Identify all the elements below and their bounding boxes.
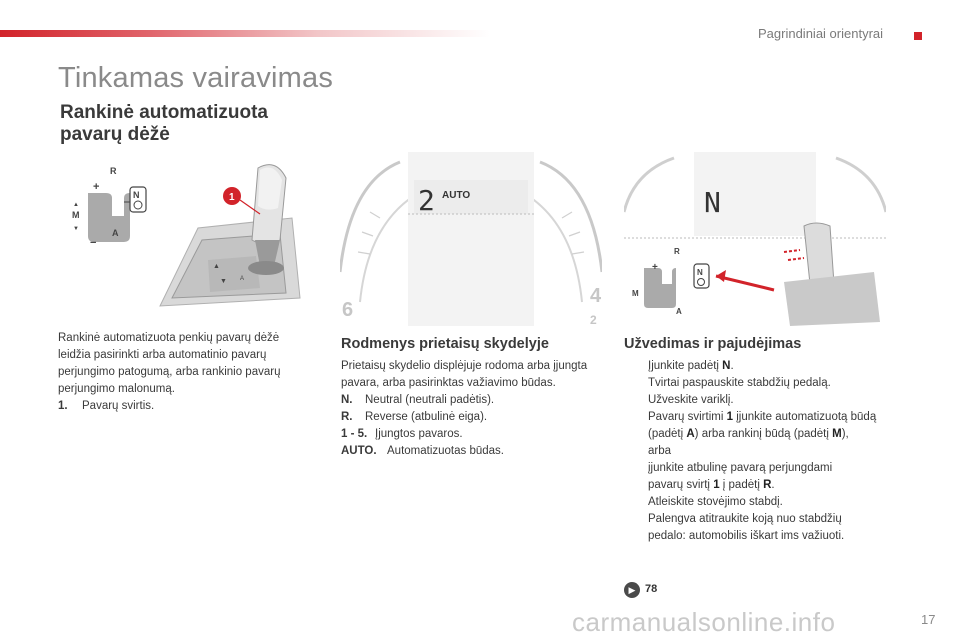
gate-up-arrow: ▲	[73, 202, 79, 208]
start-title: Užvedimas ir pajudėjimas	[624, 336, 802, 352]
panel-def-row: AUTO. Automatizuotas būdas.	[341, 445, 504, 457]
gauge-scale-2: 2	[590, 313, 597, 326]
instrument-display-neutral-figure	[624, 152, 886, 326]
header-accent-bar	[0, 30, 490, 37]
intro-list-item	[58, 398, 303, 415]
start-step: Tvirtai paspauskite stabdžių pedalą.	[624, 375, 879, 392]
start-step: Atleiskite stovėjimo stabdį.	[624, 494, 879, 511]
svg-text:▲: ▲	[213, 263, 220, 270]
start-steps-block	[624, 358, 879, 545]
page-reference-icon[interactable]: ▶	[624, 582, 640, 598]
panel-paragraph: Prietaisų skydelio displėjuje rodoma arba įjungta pavara, arba pasirinktas važiavimo būdas.	[341, 360, 588, 389]
display-neutral-letter: N	[704, 186, 721, 219]
svg-text:A: A	[676, 307, 682, 316]
callout-1-label: 1	[229, 192, 235, 203]
gate-n-label: N	[133, 190, 140, 200]
display-gear-digit: 2	[418, 184, 435, 217]
gate-a-label: A	[112, 228, 119, 238]
display-mode-label: AUTO	[442, 190, 471, 201]
intro-item-key: 1.	[58, 400, 68, 412]
intro-paragraph: Rankinė automatizuota penkių pavarų dėžė leidžia pasirinkti arba automatinio pavarų perjungimo patogumą, arba rankinio pavarų perjungimo malonumą.	[58, 332, 281, 395]
bullet-icon	[624, 375, 648, 392]
start-step: Užveskite variklį.	[624, 392, 879, 409]
start-step-continuation: (padėtį A) arba rankinį būdą (padėtį M),	[648, 428, 849, 440]
start-step-continuation: arba	[648, 445, 672, 457]
page-number: 17	[921, 612, 936, 627]
watermark: carmanualsonline.info	[572, 607, 836, 637]
section-header: Pagrindiniai orientyrai	[758, 26, 884, 41]
panel-title: Rodmenys prietaisų skydelyje	[341, 336, 549, 352]
gate-m-label: M	[72, 210, 80, 220]
bullet-icon	[624, 409, 648, 426]
gauge-scale-4: 4	[590, 285, 602, 307]
gate-r-label: R	[110, 166, 117, 176]
svg-text:N: N	[697, 268, 703, 277]
instrument-display-auto-figure	[340, 152, 602, 326]
gauge-scale-6: 6	[342, 299, 354, 321]
start-step: Palengva atitraukite koją nuo stabdžių	[624, 511, 879, 528]
intro-text-block	[58, 330, 303, 415]
intro-item-text: Pavarų svirtis.	[82, 400, 155, 412]
panel-def-row: R. Reverse (atbulinė eiga).	[341, 411, 488, 423]
start-step-continuation: pavarų svirtį 1 į padėtį R.	[648, 479, 775, 491]
svg-text:A: A	[240, 276, 245, 282]
svg-text:R: R	[674, 247, 680, 256]
svg-text:+: +	[652, 262, 658, 273]
svg-text:▼: ▼	[220, 278, 227, 285]
start-step-continuation: pedalo: automobilis iškart ims važiuoti.	[648, 530, 845, 542]
panel-def-row: N. Neutral (neutrali padėtis).	[341, 394, 495, 406]
gear-lever-figure	[60, 148, 320, 328]
header-marker	[914, 32, 922, 40]
section-title: Rankinė automatizuota pavarų dėžė	[60, 102, 268, 145]
bullet-icon	[624, 494, 648, 511]
gate-down-arrow: ▼	[73, 226, 79, 232]
page-title: Tinkamas vairavimas	[58, 62, 334, 94]
start-step-continuation: įjunkite atbulinę pavarą perjungdami	[648, 462, 833, 474]
bullet-icon	[624, 392, 648, 409]
gate-minus-label: −	[90, 237, 97, 249]
panel-text-block	[341, 358, 591, 460]
gear-lever-illustration	[160, 165, 300, 306]
gate-diagram	[72, 166, 146, 249]
start-step: Įjunkite padėtį N.	[624, 358, 879, 375]
shift-arrow	[716, 276, 774, 290]
bullet-icon	[624, 358, 648, 375]
svg-text:M: M	[632, 289, 639, 298]
bullet-icon	[624, 511, 648, 528]
panel-def-row: 1 - 5. Įjungtos pavaros.	[341, 428, 463, 440]
start-step: Pavarų svirtimi 1 įjunkite automatizuotą būdą	[624, 409, 879, 426]
gate-plus-label: +	[93, 181, 100, 193]
page-reference-number[interactable]: 78	[645, 583, 658, 595]
